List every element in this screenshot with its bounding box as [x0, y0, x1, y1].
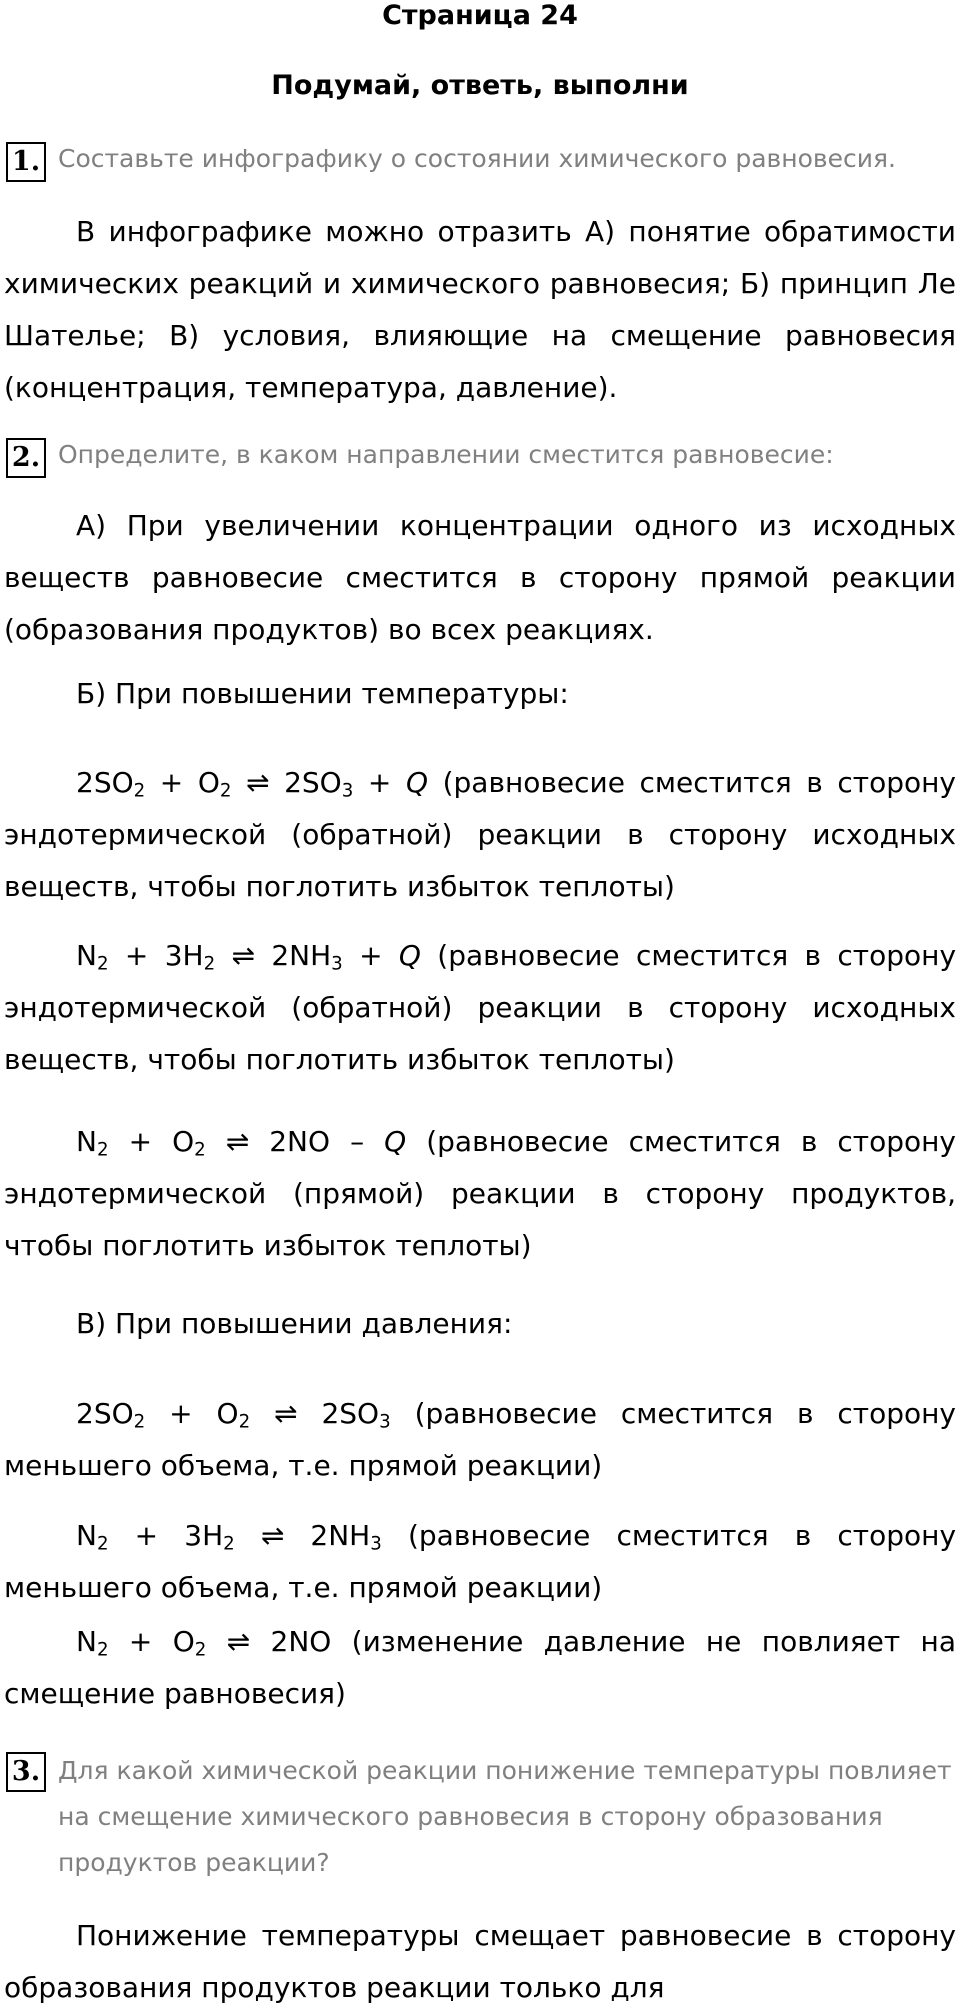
task-question-3-text: Для какой химической реакции понижение температуры повлияет на смещение химического равновесия в сторону образования продуктов реакции?	[58, 1756, 952, 1877]
explanation-no-pressure: (изменение давление не повлияет на смещение равновесия)	[4, 1625, 957, 1710]
pressure-equation-so2	[4, 1388, 956, 1492]
explanation-so2-pressure: (равновесие сместится в сторону меньшего объема, т.е. прямой реакции)	[4, 1397, 956, 1482]
task-question-2: Определите, в каком направлении сместится равновесие:	[58, 440, 834, 469]
temperature-equation-nh3	[4, 930, 956, 1086]
task-question-1: Составьте инфографику о состоянии химического равновесия.	[58, 144, 896, 173]
task-number-1: 1.	[6, 142, 46, 182]
equation-so2-pressure: $2SO_2 + O_2$ ⇌ $2SO_3$	[76, 1397, 391, 1433]
equation-nh3-temp: $N_2 + 3H_2$ ⇌ $2NH_3 + Q$	[76, 939, 421, 975]
pressure-equation-no	[4, 1616, 956, 1720]
answer-part-c-heading: В) При повышении давления:	[76, 1307, 513, 1340]
explanation-nh3-pressure: (равновесие сместится в сторону меньшего объема, т.е. прямой реакции)	[4, 1519, 957, 1604]
temperature-equation-no	[4, 1116, 956, 1272]
answer-part-a: А) При увеличении концентрации одного из исходных веществ равновесие сместится в сторону прямой реакции (образования продуктов) во всех реакциях.	[4, 509, 956, 646]
section-title: Подумай, ответь, выполни	[271, 70, 689, 101]
task-answer-3: Понижение температуры смещает равновесие в сторону образования продуктов реакции только для	[4, 1919, 956, 2004]
answer-part-b-heading: Б) При повышении температуры:	[76, 677, 569, 710]
explanation-nh3-temp: (равновесие сместится в сторону эндотермической (обратной) реакции в сторону исходных веществ, чтобы поглотить избыток теплоты)	[4, 939, 957, 1076]
equation-no-temp: $N_2 + O_2$ ⇌ 2NO – Q	[76, 1125, 407, 1161]
task-number-2: 2.	[6, 438, 46, 478]
equation-so2-temp: $2SO_2 + O_2$ ⇌ $2SO_3 + Q$	[76, 766, 428, 802]
task-answer-1: В инфографике можно отразить А) понятие обратимости химических реакций и химического равновесия; Б) принцип Ле Шателье; В) условия, влияющие на смещение равновесия (концентрация, температура, давление).	[4, 215, 956, 404]
explanation-no-temp: (равновесие сместится в сторону эндотермической (прямой) реакции в сторону продуктов, чтобы поглотить избыток теплоты)	[4, 1125, 956, 1262]
task-question-3	[58, 1748, 954, 1886]
task-number-3: 3.	[6, 1752, 46, 1792]
temperature-equation-so2	[4, 757, 956, 913]
pressure-equation-nh3	[4, 1510, 956, 1614]
page-title: Страница 24	[382, 0, 578, 31]
equation-no-pressure: $N_2 + O_2$ ⇌ 2NO	[76, 1625, 332, 1661]
explanation-so2-temp: (равновесие сместится в сторону эндотермической (обратной) реакции в сторону исходных веществ, чтобы поглотить избыток теплоты)	[4, 766, 957, 903]
equation-nh3-pressure: $N_2 + 3H_2$ ⇌ $2NH_3$	[76, 1519, 382, 1555]
